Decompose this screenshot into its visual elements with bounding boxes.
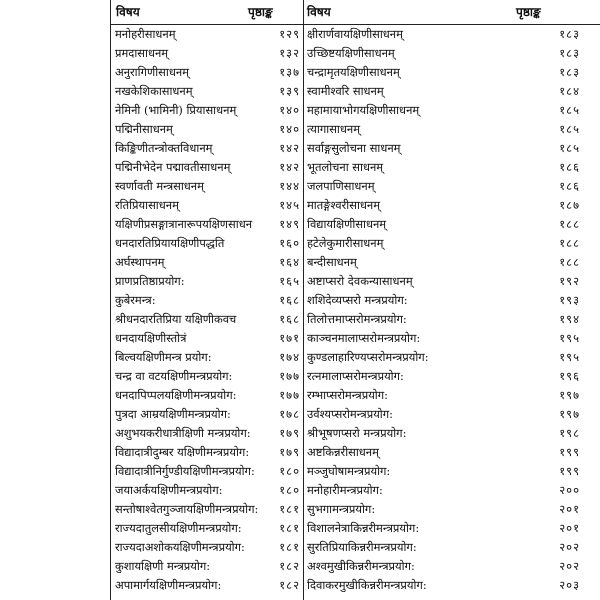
left-entry-page: १४४	[279, 179, 300, 193]
left-entry-page: १४९	[279, 217, 300, 231]
right-entry-page: १८८	[559, 255, 580, 269]
left-entry-title: किङ्किणीतन्त्रोक्तविधानम्	[115, 141, 213, 155]
left-entry-title: अशुभयकरीधात्रीक्षिणी मन्त्रप्रयोग:	[115, 426, 251, 440]
left-entry-title: अपामार्गयक्षिणीमन्त्रप्रयोग:	[115, 578, 222, 592]
right-entry-page: १९५	[559, 350, 580, 364]
left-entry-title: स्वर्णावती मन्त्रसाधनम्	[115, 179, 204, 193]
right-entry-page: १८५	[559, 141, 580, 155]
left-entry-page: १६०	[279, 236, 300, 250]
left-entry-page: १३७	[279, 65, 300, 79]
header-left-page: पृष्ठाङ्क	[248, 5, 273, 19]
left-entry-title: यक्षिणीप्रसङ्गात्रानारूपयक्षिणसाधन	[115, 217, 253, 231]
header-right-subject: विषय	[307, 5, 331, 19]
right-entry-page: १८३	[559, 65, 580, 79]
left-entry-page: १७९	[279, 445, 300, 459]
left-entry-title: नेमिनी (भामिनी) प्रियासाधनम्	[115, 103, 237, 117]
right-entry-page: १८८	[559, 217, 580, 231]
right-entry-page: २०२	[559, 559, 580, 573]
right-entry-page: १९३	[559, 293, 580, 307]
right-entry-title: तिलोत्तमाप्सरोमन्त्रप्रयोग:	[307, 312, 407, 326]
left-entry-page: १२९	[279, 27, 300, 41]
right-entry-page: २०१	[559, 502, 580, 516]
right-entry-title: विशालनेत्राकिन्नरीमन्त्रप्रयोग:	[307, 521, 420, 535]
right-entry-page: १८८	[559, 236, 580, 250]
right-entry-page: १८७	[559, 198, 580, 212]
right-entry-page: २०३	[559, 578, 580, 592]
left-entry-title: कुबेरमन्त्र:	[115, 293, 156, 307]
left-entry-page: १७७	[279, 388, 300, 402]
right-entry-page: १९७	[559, 407, 580, 421]
header-left-subject: विषय	[116, 5, 140, 19]
left-entry-title: राज्यदातुलसीयक्षिणीमन्त्रप्रयोग:	[115, 521, 242, 535]
header-underline	[110, 24, 600, 25]
right-entry-page: १९२	[559, 274, 580, 288]
left-entry-title: अनुरागिणीसाधनम्	[115, 65, 189, 79]
right-entry-title: दिवाकरमुखीकिन्नरीमन्त्रप्रयोग:	[307, 578, 427, 592]
right-entry-page: १९४	[559, 312, 580, 326]
left-entry-title: विद्यादात्रीदुम्बर यक्षिणीमन्त्रप्रयोग:	[115, 445, 250, 459]
right-entry-title: कुण्डलाहारिण्यप्सरोमन्त्रप्रयोग:	[307, 350, 429, 364]
right-entry-page: १९७	[559, 388, 580, 402]
left-entry-page: १८२	[279, 559, 300, 573]
left-entry-title: जयाअर्कयक्षिणीमन्त्रप्रयोग:	[115, 483, 223, 497]
right-entry-title: मनोहारीमन्त्रप्रयोग:	[307, 483, 383, 497]
right-entry-page: २०१	[559, 521, 580, 535]
right-entry-page: १९९	[559, 464, 580, 478]
left-entry-title: पद्मिनीसाधनम्	[115, 122, 173, 136]
left-entry-title: धनदारतिप्रियायक्षिणीपद्धति	[115, 236, 225, 250]
right-entry-page: १९५	[559, 331, 580, 345]
right-entry-page: १९६	[559, 369, 580, 383]
header-right-page: पृष्ठाङ्क	[516, 5, 541, 19]
right-entry-title: सुरतिप्रियाकिन्नरीमन्त्रप्रयोग:	[307, 540, 417, 554]
left-entry-page: १८१	[279, 502, 300, 516]
left-entry-page: १८१	[279, 521, 300, 535]
right-entry-page: १९९	[559, 445, 580, 459]
left-entry-title: बिल्वयक्षिणीमन्त्र प्रयोग:	[115, 350, 212, 364]
left-border-rule	[110, 0, 111, 600]
left-entry-title: सन्तोषाश्वेतगुञ्जायक्षिणीमन्त्रप्रयोग:	[115, 502, 259, 516]
right-entry-page: १८५	[559, 122, 580, 136]
left-entry-title: धनदापिप्पलयक्षिणीमन्त्रप्रयोग:	[115, 388, 237, 402]
left-entry-title: पद्मिनीभेदेन पद्मावतीसाधनम्	[115, 160, 231, 174]
right-entry-title: काञ्चनमालाप्सरोमन्त्रप्रयोग:	[307, 331, 421, 345]
left-entry-page: १६५	[279, 274, 300, 288]
left-entry-page: १६८	[279, 293, 300, 307]
left-entry-page: १६८	[279, 312, 300, 326]
right-entry-title: सुभगामन्त्रप्रयोग:	[307, 502, 376, 516]
left-entry-page: १८०	[279, 464, 300, 478]
left-entry-title: राज्यदाअशोकयक्षिणीमन्त्रप्रयोग:	[115, 540, 245, 554]
left-entry-title: अर्घस्थापनम्	[115, 255, 165, 269]
right-entry-title: अश्वमुखीकिन्नरीमन्त्रप्रयोग:	[307, 559, 415, 573]
right-entry-title: उच्छिष्टयक्षिणीसाधनम्	[307, 46, 395, 60]
right-entry-title: हटेलेकुमारीसाधनम्	[307, 236, 384, 250]
left-entry-page: १७७	[279, 369, 300, 383]
right-entry-page: १८३	[559, 46, 580, 60]
left-entry-title: नखकेशिकासाधनम्	[115, 84, 193, 98]
right-entry-page: १८६	[559, 160, 580, 174]
left-entry-title: चन्द्र वा वटयक्षिणीमन्त्रप्रयोग:	[115, 369, 233, 383]
left-entry-page: १४२	[279, 160, 300, 174]
left-entry-page: १४२	[279, 141, 300, 155]
left-entry-title: विद्यादात्रीनिर्गुण्डीयक्षिणीमन्त्रप्रयोग:	[115, 464, 255, 478]
right-entry-page: १८४	[559, 84, 580, 98]
left-entry-page: १८०	[279, 483, 300, 497]
center-column-rule	[303, 0, 304, 600]
left-entry-title: धनदायक्षिणीस्तोत्रं	[115, 331, 187, 345]
right-entry-page: १९८	[559, 426, 580, 440]
left-entry-title: श्रीधनदारतिप्रिया यक्षिणीकवच	[115, 312, 237, 326]
left-entry-page: १४५	[279, 198, 300, 212]
left-entry-title: मनोहरीसाधनम्	[115, 27, 176, 41]
right-entry-title: क्षीरार्णवायक्षिणीसाधनम्	[307, 27, 403, 41]
right-entry-title: अष्टाप्सरो देवकन्यासाधनम्	[307, 274, 413, 288]
right-entry-title: बन्दीसाधनम्	[307, 255, 357, 269]
left-entry-title: प्रमदासाधनम्	[115, 46, 169, 60]
right-entry-title: मातङ्गेश्वरीसाधनम्	[307, 198, 381, 212]
right-entry-title: रत्नमालाप्सरोमन्त्रप्रयोग:	[307, 369, 404, 383]
right-entry-title: स्वामीश्वरि साधनम्	[307, 84, 384, 98]
right-entry-title: रम्भाप्सरोमन्त्रप्रयोग:	[307, 388, 389, 402]
right-entry-title: भूतलोचना साधनम्	[307, 160, 384, 174]
right-entry-title: महामायाभोगयक्षिणीसाधनम्	[307, 103, 420, 117]
left-entry-page: १७९	[279, 426, 300, 440]
right-entry-title: चन्द्रामृतयक्षिणीसाधनम्	[307, 65, 400, 79]
left-entry-page: १७८	[279, 407, 300, 421]
right-entry-title: विद्यायक्षिणीसाधनम्	[307, 217, 387, 231]
right-entry-title: शशिदेव्यप्सरो मन्त्रप्रयोग:	[307, 293, 408, 307]
left-entry-page: १७१	[279, 331, 300, 345]
left-entry-page: १३२	[279, 46, 300, 60]
right-entry-title: मञ्जुघोषामन्त्रप्रयोग:	[307, 464, 391, 478]
right-entry-page: २०२	[559, 540, 580, 554]
right-entry-page: १८६	[559, 179, 580, 193]
left-entry-page: १८२	[279, 578, 300, 592]
right-entry-page: १८३	[559, 27, 580, 41]
left-entry-page: १४०	[279, 122, 300, 136]
left-entry-title: प्राणप्रतिष्ठाप्रयोग:	[115, 274, 185, 288]
right-entry-page: २००	[559, 483, 580, 497]
right-entry-title: जलपाणिसाधनम्	[307, 179, 375, 193]
left-entry-title: पुत्रदा आम्रयक्षिणीमन्त्रप्रयोग:	[115, 407, 231, 421]
right-entry-title: सर्वाङ्गसुलोचना साधनम्	[307, 141, 401, 155]
left-entry-title: रतिप्रियासाधनम्	[115, 198, 179, 212]
left-entry-page: १७४	[279, 350, 300, 364]
right-entry-page: १८५	[559, 103, 580, 117]
right-entry-title: उर्वश्यप्सरोमन्त्रप्रयोग:	[307, 407, 393, 421]
right-entry-title: श्रीभूषणप्सरो मन्त्रप्रयोग:	[307, 426, 407, 440]
right-entry-title: त्यागासाधनम्	[307, 122, 361, 136]
left-entry-page: १४०	[279, 103, 300, 117]
left-entry-page: १३९	[279, 84, 300, 98]
left-entry-title: कुशायक्षिणी मन्त्रप्रयोग:	[115, 559, 211, 573]
left-entry-page: १८१	[279, 540, 300, 554]
right-entry-title: अष्टकिन्नरीसाधनम्	[307, 445, 379, 459]
left-entry-page: १६४	[279, 255, 300, 269]
